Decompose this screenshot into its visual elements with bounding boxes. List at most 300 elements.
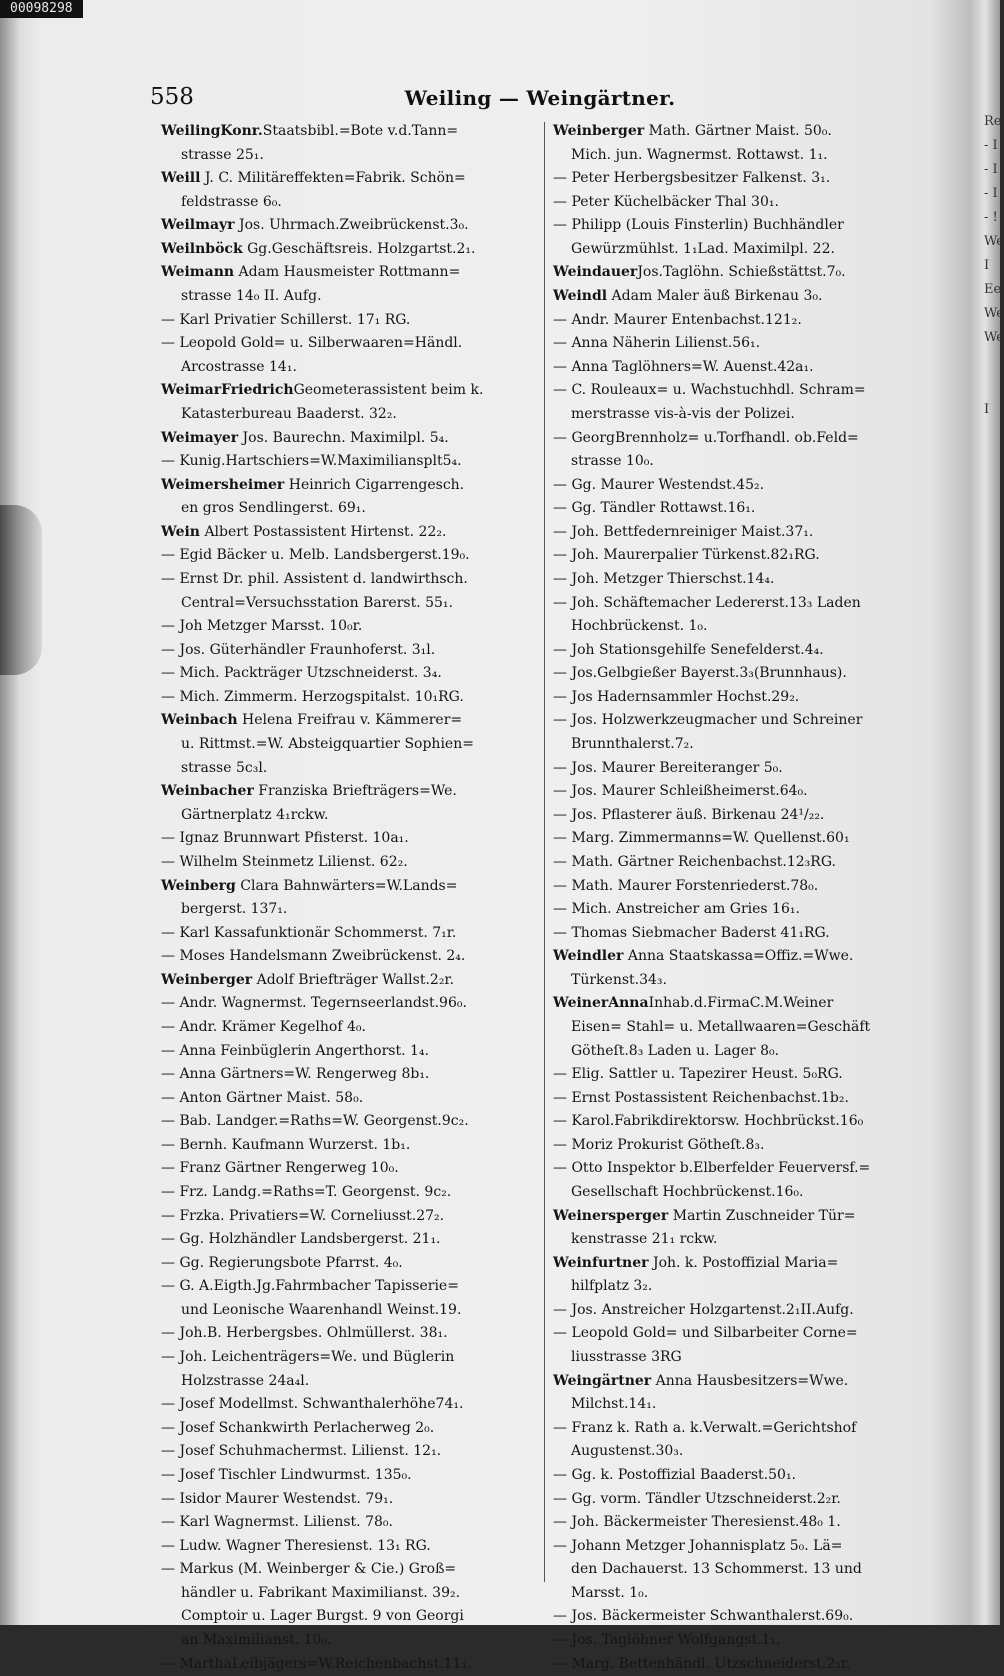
directory-line [161, 167, 539, 191]
entry-text: — Andr. Maurer Entenbachst.121₂. [553, 311, 802, 328]
directory-line [161, 1370, 539, 1394]
entry-text: händler u. Fabrikant Maximilianst. 39₂. [181, 1584, 461, 1601]
entry-text: Marsst. 1₀. [571, 1584, 649, 1601]
directory-line [553, 544, 931, 568]
directory-line [553, 144, 931, 168]
directory-line [161, 615, 539, 639]
directory-line [161, 309, 539, 333]
entry-text: an Maximilianst. 10₀. [181, 1632, 332, 1648]
entry-surname: WeilingKonr. [161, 123, 263, 139]
entry-text: Gesellschaft Hochbrückenst.16₀. [571, 1184, 804, 1201]
directory-line [161, 1393, 539, 1417]
entry-text: Martin Zuschneider Tür= [668, 1207, 856, 1224]
directory-line [553, 261, 931, 285]
entry-text: — Anna Gärtners=W. Rengerweg 8b₁. [161, 1066, 430, 1083]
directory-line [553, 592, 931, 616]
entry-text: — Peter Herbergsbesitzer Falkenst. 3₁. [553, 170, 831, 187]
entry-text: Mich. jun. Wagnermst. Rottawst. 1₁. [571, 146, 828, 163]
entry-text: — Jos. Pflasterer äuß. Birkenau 24¹/₂₂. [553, 806, 825, 823]
entry-surname: WeimarFriedrich [161, 382, 294, 399]
entry-text: und Leonische Waarenhandl Weinst.19. [181, 1301, 462, 1318]
directory-line [161, 544, 539, 568]
directory-line [553, 1440, 931, 1464]
edge-fragment: Ee [984, 282, 1002, 297]
directory-line [553, 214, 931, 238]
entry-surname: Weindl [553, 288, 608, 305]
entry-text: — Johann Metzger Johannisplatz 5₀. Lä= [553, 1537, 843, 1554]
directory-line [161, 1134, 539, 1158]
directory-line [553, 1228, 931, 1252]
entry-text: feldstrasse 6₀. [181, 193, 282, 210]
directory-line [553, 1322, 931, 1346]
entry-text: — Math. Maurer Forstenriederst.78₀. [553, 877, 819, 894]
entry-text: strasse 10₀. [571, 453, 654, 470]
entry-text: — Josef Schankwirth Perlacherweg 2₀. [161, 1419, 435, 1436]
directory-line [553, 1087, 931, 1111]
directory-line [553, 379, 931, 403]
entry-text: — Frzka. Privatiers=W. Corneliusst.27₂. [161, 1207, 445, 1224]
directory-line [161, 898, 539, 922]
entry-text: — Joh. Bettfedernreiniger Maist.37₁. [553, 523, 814, 540]
entry-text: — Gg. Holzhändler Landsbergerst. 21₁. [161, 1231, 441, 1248]
directory-line [161, 356, 539, 380]
entry-text: Jos. Baurechn. Maximilpl. 5₄. [238, 429, 449, 446]
entry-text: u. Rittmst.=W. Absteigquartier Sophien= [181, 736, 474, 753]
directory-line [553, 285, 931, 309]
entry-text: — Karol.Fabrikdirektorsw. Hochbrückst.16₀ [553, 1113, 864, 1130]
directory-line [553, 238, 931, 262]
edge-fragment: We [984, 234, 1004, 249]
entry-text: — Ludw. Wagner Theresienst. 13₁ RG. [161, 1537, 431, 1554]
entry-text: — G. A.Eigth.Jg.Fahrmbacher Tapisserie= [161, 1278, 459, 1295]
entry-text: — Math. Gärtner Reichenbachst.12₃RG. [553, 853, 836, 870]
directory-line [553, 992, 931, 1016]
entry-text: Staatsbibl.=Bote v.d.Tann= [262, 123, 459, 139]
directory-line [553, 120, 931, 144]
directory-line [553, 780, 931, 804]
entry-surname: Weinbach [161, 712, 238, 729]
directory-line [161, 261, 539, 285]
directory-line [553, 1605, 931, 1629]
entry-text: — Anton Gärtner Maist. 58₀. [161, 1089, 364, 1106]
directory-line [553, 1275, 931, 1299]
entry-text: — Jos Hadernsammler Hochst.29₂. [553, 688, 800, 705]
directory-line [161, 1417, 539, 1441]
directory-line [161, 1016, 539, 1040]
entry-surname: Weindauer [553, 264, 638, 281]
directory-line [553, 945, 931, 969]
entry-text: — Peter Küchelbäcker Thal 30₁. [553, 193, 779, 210]
directory-line [553, 757, 931, 781]
entry-surname: Weimersheimer [161, 476, 285, 493]
directory-line [161, 1440, 539, 1464]
entry-text: — Leopold Gold= und Silbarbeiter Corne= [553, 1325, 858, 1342]
entry-text: — Anna Näherin Lilienst.56₁. [553, 335, 761, 352]
directory-line [553, 615, 931, 639]
directory-line [553, 497, 931, 521]
directory-line [553, 1511, 931, 1535]
directory-line [553, 686, 931, 710]
entry-text: hilfplatz 3₂. [571, 1278, 653, 1295]
entry-text: — Joh Metzger Marsst. 10₀r. [161, 618, 363, 635]
entry-surname: Weinberger [553, 123, 645, 139]
entry-text: — Andr. Krämer Kegelhof 4₀. [161, 1018, 366, 1035]
directory-line [161, 1346, 539, 1370]
entry-text: Jos.Taglöhn. Schießstättst.7₀. [637, 264, 846, 281]
edge-fragment: - I [984, 186, 998, 201]
entry-text: — Thomas Siebmacher Baderst 41₁RG. [553, 924, 830, 941]
entry-text: — Elig. Sattler u. Tapezirer Heust. 5₀RG. [553, 1066, 843, 1083]
directory-line [553, 309, 931, 333]
directory-line [161, 1488, 539, 1512]
entry-text: Clara Bahnwärters=W.Lands= [235, 877, 458, 894]
entry-surname: Weingärtner [553, 1372, 652, 1389]
entry-text: Gärtnerplatz 4₁rckw. [181, 806, 329, 823]
directory-line [161, 757, 539, 781]
entry-text: — GeorgBrennholz= u.Torfhandl. ob.Feld= [553, 429, 859, 446]
directory-line [553, 639, 931, 663]
directory-line [161, 1464, 539, 1488]
entry-text: — Karl Privatier Schillerst. 17₁ RG. [161, 311, 411, 328]
entry-text: — Ernst Dr. phil. Assistent d. landwirthsch. [161, 570, 468, 587]
entry-text: Türkenst.34₃. [571, 971, 667, 988]
entry-text: — Jos. Maurer Schleißheimerst.64₀. [553, 783, 808, 800]
directory-line [161, 639, 539, 663]
directory-line [553, 1370, 931, 1394]
directory-line [161, 1110, 539, 1134]
directory-line [553, 1535, 931, 1559]
entry-text: — Jos. Anstreicher Holzgartenst.2₁II.Aufg. [553, 1301, 854, 1318]
entry-text: — Anna Taglöhners=W. Auenst.42a₁. [553, 358, 814, 375]
directory-line [161, 1582, 539, 1606]
directory-line [553, 427, 931, 451]
directory-line [161, 497, 539, 521]
directory-line [161, 851, 539, 875]
directory-line [161, 709, 539, 733]
entry-text: Franziska Briefträgers=We. [253, 783, 457, 800]
entry-text: Holzstrasse 24a₄l. [181, 1372, 310, 1389]
entry-text: — Moriz Prokurist Götheſt.8₃. [553, 1136, 765, 1153]
entry-text: — Jos. Maurer Bereiteranger 5₀. [553, 759, 783, 776]
entry-text: — Philipp (Louis Finsterlin) Buchhändler [553, 217, 844, 234]
edge-fragment: I [984, 258, 990, 273]
entry-text: — Joh. Metzger Thierschst.14₄. [553, 570, 775, 587]
edge-fragment [984, 374, 1000, 398]
entry-text: strasse 14₀ II. Aufg. [181, 288, 322, 305]
entry-text: — Joh Stationsgehilfe Senefelderst.4₄. [553, 641, 824, 658]
directory-line [161, 332, 539, 356]
directory-line [553, 1040, 931, 1064]
entry-text: — C. Rouleaux= u. Wachstuchhdl. Schram= [553, 382, 866, 399]
entry-text: Hochbrückenst. 1₀. [571, 618, 708, 635]
edge-fragment [984, 350, 1000, 374]
directory-line [161, 827, 539, 851]
entry-text: — Wilhelm Steinmetz Lilienst. 62₂. [161, 853, 408, 870]
running-head: Weiling — Weingärtner. [404, 86, 676, 110]
directory-line [161, 1275, 539, 1299]
directory-line [553, 898, 931, 922]
entry-surname: Weinberger [161, 971, 253, 988]
directory-line [161, 1629, 539, 1653]
directory-line [553, 875, 931, 899]
directory-line [161, 521, 539, 545]
entry-text: — Gg. vorm. Tändler Utzschneiderst.2₂r. [553, 1490, 841, 1507]
directory-line [553, 1299, 931, 1323]
edge-fragment: We [984, 306, 1004, 321]
directory-line [553, 332, 931, 356]
directory-line [161, 450, 539, 474]
directory-line [553, 1393, 931, 1417]
entry-text: — Joh. Bäckermeister Theresienst.48₀ 1. [553, 1514, 841, 1531]
directory-line [161, 992, 539, 1016]
edge-fragment: We [984, 330, 1004, 345]
directory-line [553, 662, 931, 686]
directory-line [553, 1252, 931, 1276]
entry-text: Brunnthalerst.7₂. [571, 736, 694, 753]
edge-fragment: - I [984, 162, 998, 177]
entry-text: — Marg. Bettenhändl. Utzschneiderst.2₂r. [553, 1655, 851, 1672]
directory-line [161, 780, 539, 804]
entry-surname: WeinerAnna [553, 995, 649, 1012]
entry-text: — Jos. Taglöhner Wolfgangst.1₁. [553, 1632, 781, 1648]
entry-text: — Gg. Regierungsbote Pfarrst. 4₀. [161, 1254, 403, 1271]
entry-text: — Josef Modellmst. Schwanthalerhöhe74₁. [161, 1396, 464, 1413]
entry-text: Eisen= Stahl= u. Metallwaaren=Geschäft [571, 1018, 871, 1035]
entry-text: liusstrasse 3RG [571, 1349, 682, 1366]
directory-line [553, 969, 931, 993]
entry-text: — Mich. Zimmerm. Herzogspitalst. 10₁RG. [161, 688, 464, 705]
entry-text: Milchst.14₁. [571, 1396, 657, 1413]
entry-text: Katasterbureau Baaderst. 32₂. [181, 405, 397, 422]
entry-text: — Kunig.Hartschiers=W.Maximiliansplt5₄. [161, 453, 462, 470]
directory-line [553, 403, 931, 427]
entry-surname: Weinersperger [553, 1207, 669, 1224]
directory-line [553, 922, 931, 946]
entry-text: — Marg. Zimmermanns=W. Quellenst.60₁ [553, 830, 850, 847]
entry-text: — Leopold Gold= u. Silberwaaren=Händl. [161, 335, 463, 352]
directory-line [161, 662, 539, 686]
directory-line [161, 1252, 539, 1276]
directory-line [553, 1110, 931, 1134]
directory-line [553, 1016, 931, 1040]
entry-text: — Franz Gärtner Rengerweg 10₀. [161, 1160, 399, 1177]
directory-line [161, 403, 539, 427]
entry-text: merstrasse vis-à-vis der Polizei. [571, 405, 795, 422]
directory-line [553, 851, 931, 875]
entry-surname: Weindler [553, 948, 624, 965]
entry-text: — Anna Feinbüglerin Angerthorst. 1₄. [161, 1042, 429, 1059]
page-header [150, 84, 940, 114]
entry-text: — Karl Wagnermst. Lilienst. 78₀. [161, 1514, 393, 1531]
directory-line [161, 804, 539, 828]
entry-text: J. C. Militäreffekten=Fabrik. Schön= [200, 170, 466, 187]
entry-text: Anna Hausbesitzers=Wwe. [651, 1372, 849, 1389]
entry-text: — MarthaLeibjägers=W.Reichenbachst.11₁. [161, 1655, 472, 1672]
entry-surname: Wein [161, 523, 200, 540]
entry-text: — Mich. Packträger Utzschneiderst. 3₄. [161, 665, 442, 682]
directory-line [161, 1087, 539, 1111]
entry-text: — Josef Tischler Lindwurmst. 135₀. [161, 1466, 412, 1483]
entry-text: — Isidor Maurer Westendst. 79₁. [161, 1490, 394, 1507]
directory-line [553, 804, 931, 828]
page-tab-shadow [0, 505, 42, 675]
left-column [161, 120, 539, 1676]
entry-text: Math. Gärtner Maist. 50₀. [644, 123, 832, 139]
entry-text: bergerst. 137₁. [181, 901, 288, 918]
directory-line [161, 945, 539, 969]
directory-line [553, 709, 931, 733]
directory-line [553, 1134, 931, 1158]
entry-text: — Otto Inspektor b.Elberfelder Feuerversf.= [553, 1160, 871, 1177]
entry-text: — Jos. Holzwerkzeugmacher und Schreiner [553, 712, 863, 729]
entry-text: Comptoir u. Lager Burgst. 9 von Georgi [181, 1608, 464, 1625]
entry-text: — Karl Kassafunktionär Schommerst. 7₁r. [161, 924, 457, 941]
entry-text: Adolf Briefträger Wallst.2₂r. [252, 971, 455, 988]
directory-line [553, 1181, 931, 1205]
entry-text: — Bab. Landger.=Raths=W. Georgenst.9c₂. [161, 1113, 469, 1130]
entry-surname: Weinfurtner [553, 1254, 649, 1271]
directory-line [161, 1322, 539, 1346]
entry-text: Joh. k. Postoffizial Maria= [648, 1254, 839, 1271]
entry-text: — Ernst Postassistent Reichenbachst.1b₂. [553, 1089, 849, 1106]
entry-surname: Weinbacher [161, 783, 254, 800]
directory-line [161, 1299, 539, 1323]
entry-text: strasse 25₁. [181, 146, 264, 163]
directory-line [553, 1488, 931, 1512]
entry-text: — Gg. Tändler Rottawst.16₁. [553, 500, 756, 517]
entry-surname: Weilmayr [161, 217, 235, 234]
entry-text: — Jos. Güterhändler Fraunhoferst. 3₁l. [161, 641, 436, 658]
entry-text: — Joh.B. Herbergsbes. Ohlmüllerst. 38₁. [161, 1325, 448, 1342]
entry-text: Inhab.d.FirmaC.M.Weiner [648, 995, 834, 1012]
entry-text: Jos. Uhrmach.Zweibrückenst.3₀. [234, 217, 469, 234]
entry-text: — Egid Bäcker u. Melb. Landsbergerst.19₀. [161, 547, 470, 564]
directory-line [161, 214, 539, 238]
directory-line [161, 1205, 539, 1229]
directory-line [161, 1605, 539, 1629]
entry-surname: Weimayer [161, 429, 239, 446]
entry-text: — Gg. k. Postoffizial Baaderst.50₁. [553, 1466, 797, 1483]
directory-line [553, 521, 931, 545]
directory-line [161, 1653, 539, 1676]
entry-text: Geometerassistent beim k. [293, 382, 484, 399]
entry-text: — Joh. Leichenträgers=We. und Büglerin [161, 1349, 455, 1366]
page-number: 558 [150, 84, 194, 110]
directory-line [161, 568, 539, 592]
entry-text: Heinrich Cigarrengesch. [284, 476, 465, 493]
directory-line [161, 379, 539, 403]
directory-line [161, 474, 539, 498]
directory-line [161, 592, 539, 616]
directory-line [161, 238, 539, 262]
entry-text: — Franz k. Rath a. k.Verwalt.=Gerichtshof [553, 1419, 857, 1436]
edge-fragment: I [984, 402, 990, 417]
directory-line [553, 1063, 931, 1087]
entry-text: — Markus (M. Weinberger & Cie.) Groß= [161, 1561, 457, 1578]
directory-line [553, 1346, 931, 1370]
adjacent-page-edge [984, 110, 1004, 422]
edge-fragment: - I [984, 138, 998, 153]
entry-text: Central=Versuchsstation Barerst. 55₁. [181, 594, 453, 611]
directory-line [553, 1157, 931, 1181]
directory-line [161, 969, 539, 993]
entry-text: — Andr. Wagnermst. Tegernseerlandst.96₀. [161, 995, 467, 1012]
entry-text: — Josef Schuhmachermst. Lilienst. 12₁. [161, 1443, 442, 1460]
directory-line [161, 285, 539, 309]
entry-text: — Jos. Bäckermeister Schwanthalerst.69₀. [553, 1608, 854, 1625]
directory-line [553, 356, 931, 380]
directory-line [161, 733, 539, 757]
directory-line [553, 1205, 931, 1229]
right-column [553, 120, 931, 1676]
directory-line [161, 1511, 539, 1535]
directory-line [553, 827, 931, 851]
entry-surname: Weinberg [161, 877, 236, 894]
entry-text: Augustenst.30₃. [571, 1443, 684, 1460]
entry-text: — Ignaz Brunnwart Pfisterst. 10a₁. [161, 830, 409, 847]
directory-line [553, 1629, 931, 1653]
entry-text: — Moses Handelsmann Zweibrückenst. 2₄. [161, 948, 466, 965]
entry-surname: Weill [161, 170, 201, 187]
directory-line [553, 1582, 931, 1606]
entry-text: — Joh. Schäftemacher Ledererst.13₃ Laden [553, 594, 861, 611]
entry-text: strasse 5c₃l. [181, 759, 268, 776]
directory-line [161, 191, 539, 215]
entry-text: Götheſt.8₃ Laden u. Lager 8₀. [571, 1042, 780, 1059]
directory-line [161, 120, 539, 144]
directory-line [553, 1558, 931, 1582]
directory-line [553, 191, 931, 215]
entry-text: Adam Maler äuß Birkenau 3₀. [607, 288, 823, 305]
directory-line [553, 1464, 931, 1488]
directory-line [161, 1157, 539, 1181]
entry-text: Gg.Geschäftsreis. Holzgartst.2₁. [242, 240, 476, 257]
entry-text: — Gg. Maurer Westendst.45₂. [553, 476, 765, 493]
entry-text: en gros Sendlingerst. 69₁. [181, 500, 366, 517]
entry-text: Gewürzmühlst. 1₁Lad. Maximilpl. 22. [571, 240, 835, 257]
entry-text: — Jos.Gelbgießer Bayerst.3₃(Brunnhaus). [553, 665, 847, 682]
entry-text: kenstrasse 21₁ rckw. [571, 1231, 718, 1248]
column-divider [544, 122, 545, 1582]
directory-line [161, 1181, 539, 1205]
directory-line [161, 1063, 539, 1087]
edge-fragment: - ! [984, 210, 998, 225]
directory-line [553, 474, 931, 498]
directory-line [553, 733, 931, 757]
directory-line [161, 1228, 539, 1252]
entry-text: Adam Hausmeister Rottmann= [234, 264, 461, 281]
directory-line [553, 167, 931, 191]
directory-line [161, 875, 539, 899]
entry-text: den Dachauerst. 13 Schommerst. 13 und [571, 1561, 862, 1578]
directory-line [553, 450, 931, 474]
directory-line [161, 922, 539, 946]
directory-line [553, 1653, 931, 1676]
directory-line [161, 1040, 539, 1064]
entry-text: Helena Freifrau v. Kämmerer= [237, 712, 463, 729]
directory-line [161, 1558, 539, 1582]
entry-surname: Weilnböck [161, 240, 243, 257]
directory-line [553, 568, 931, 592]
archive-stamp: 00098298 [0, 0, 83, 18]
entry-text: Anna Staatskassa=Offiz.=Wwe. [623, 948, 854, 965]
entry-surname: Weimann [161, 264, 235, 281]
edge-fragment: Re [984, 114, 1002, 129]
directory-line [161, 686, 539, 710]
directory-line [553, 1417, 931, 1441]
entry-text: Arcostrasse 14₁. [181, 358, 297, 375]
entry-text: — Frz. Landg.=Raths=T. Georgenst. 9c₂. [161, 1184, 452, 1201]
